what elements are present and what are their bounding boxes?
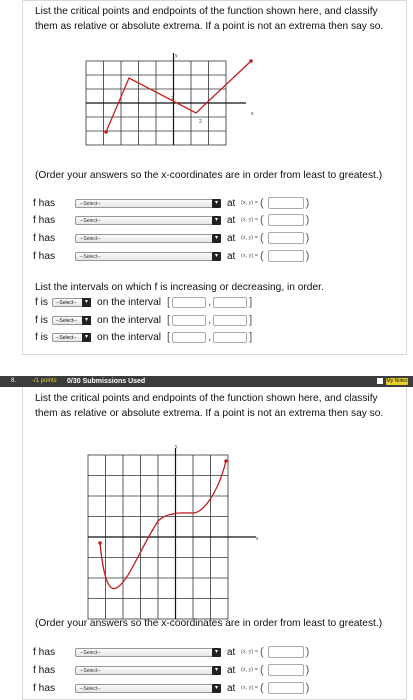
point-input[interactable] [268,197,304,209]
f-has-label: f has [33,232,56,244]
question-8-graph [78,443,273,623]
at-label: at [227,232,236,244]
chevron-down-icon: ▾ [212,216,221,225]
f-has-label: f has [33,214,56,226]
xy-label: (x, y) = [241,235,258,241]
question-8-header [0,376,413,387]
f-has-label: f has [33,646,56,658]
xy-label: (x, y) = [241,667,258,673]
xy-label: (x, y) = [241,253,258,259]
interval-end-input[interactable] [213,297,247,308]
notes-icon[interactable] [377,378,383,384]
xy-label: (x, y) = [241,649,258,655]
chevron-down-icon: ▾ [82,316,91,325]
on-interval-label: on the interval [97,331,162,343]
direction-select[interactable]: --Select-- ▾ [52,316,91,325]
question-1-graph [81,53,271,153]
question-8-order-note: (Order your answers so the x-coordinates are in order from least to greatest.) [35,618,383,629]
point-input[interactable] [268,664,304,676]
chevron-down-icon: ▾ [82,333,91,342]
f-has-label: f has [33,197,56,209]
at-label: at [227,682,236,694]
f-is-label: f is [35,296,49,308]
points-label: -/1 points [32,378,57,384]
interval-start-input[interactable] [172,332,206,343]
chevron-down-icon: ▾ [212,199,221,208]
answer-row: f has --Select-- ▾ at (x, y) = ( ) [33,232,310,244]
x-axis-label: x [251,111,254,117]
answer-row: f has --Select-- ▾ at (x, y) = ( ) [33,664,310,676]
f-is-label: f is [35,314,49,326]
on-interval-label: on the interval [97,314,162,326]
f-is-label: f is [35,331,49,343]
classification-select[interactable]: --Select-- ▾ [75,684,221,693]
interval-row: f is --Select-- ▾ on the interval [ , ] [35,331,253,343]
answer-row: f has --Select-- ▾ at (x, y) = ( ) [33,682,310,694]
answer-row: f has --Select-- ▾ at (x, y) = ( ) [33,250,310,262]
chevron-down-icon: ▾ [212,252,221,261]
point-input[interactable] [268,646,304,658]
f-has-label: f has [33,682,56,694]
point-input[interactable] [268,214,304,226]
point-input[interactable] [268,250,304,262]
at-label: at [227,250,236,262]
interval-row: f is --Select-- ▾ on the interval [ , ] [35,314,253,326]
interval-end-input[interactable] [213,315,247,326]
question-1-order-note: (Order your answers so the x-coordinates are in order from least to greatest.) [35,170,383,181]
classification-select[interactable]: --Select-- ▾ [75,252,221,261]
at-label: at [227,664,236,676]
answer-row: f has --Select-- ▾ at (x, y) = ( ) [33,197,310,209]
xy-label: (x, y) = [241,217,258,223]
classification-select[interactable]: --Select-- ▾ [75,666,221,675]
y-axis-label: y [175,444,178,450]
question-8-prompt: List the critical points and endpoints of the function shown here, and classify them as relative or absolute extrema. If a point is not an extrema then say so. [35,393,384,419]
chevron-down-icon: ▾ [212,684,221,693]
at-label: at [227,646,236,658]
question-1-card [22,0,407,355]
point-input[interactable] [268,682,304,694]
question-1-prompt: List the critical points and endpoints of the function shown here, and classify them as relative or absolute extrema. If a point is not an extrema then say so. [35,6,384,32]
f-has-label: f has [33,664,56,676]
point-input[interactable] [268,232,304,244]
on-interval-label: on the interval [97,296,162,308]
xy-label: (x, y) = [241,200,258,206]
interval-row: f is --Select-- ▾ on the interval [ , ] [35,296,253,308]
at-label: at [227,214,236,226]
submissions-label: 0/30 Submissions Used [67,378,146,385]
answer-row: f has --Select-- ▾ at (x, y) = ( ) [33,646,310,658]
interval-end-input[interactable] [213,332,247,343]
interval-start-input[interactable] [172,315,206,326]
question-8-card [22,387,407,700]
classification-select[interactable]: --Select-- ▾ [75,216,221,225]
f-has-label: f has [33,250,56,262]
my-notes-button[interactable]: My Notes [386,378,408,384]
point-label: 2 [199,119,202,125]
classification-select[interactable]: --Select-- ▾ [75,648,221,657]
chevron-down-icon: ▾ [212,666,221,675]
question-number: 8. [11,378,17,384]
chevron-down-icon: ▾ [82,298,91,307]
intervals-prompt: List the intervals on which f is increasing or decreasing, in order. [35,282,324,293]
x-axis-label: x [256,536,259,542]
answer-row: f has --Select-- ▾ at (x, y) = ( ) [33,214,310,226]
chevron-down-icon: ▾ [212,648,221,657]
at-label: at [227,197,236,209]
xy-label: (x, y) = [241,685,258,691]
direction-select[interactable]: --Select-- ▾ [52,333,91,342]
y-axis-label: y [175,53,178,59]
chevron-down-icon: ▾ [212,234,221,243]
point-label: 2 [171,96,174,102]
classification-select[interactable]: --Select-- ▾ [75,234,221,243]
interval-start-input[interactable] [172,297,206,308]
classification-select[interactable]: --Select-- ▾ [75,199,221,208]
direction-select[interactable]: --Select-- ▾ [52,298,91,307]
